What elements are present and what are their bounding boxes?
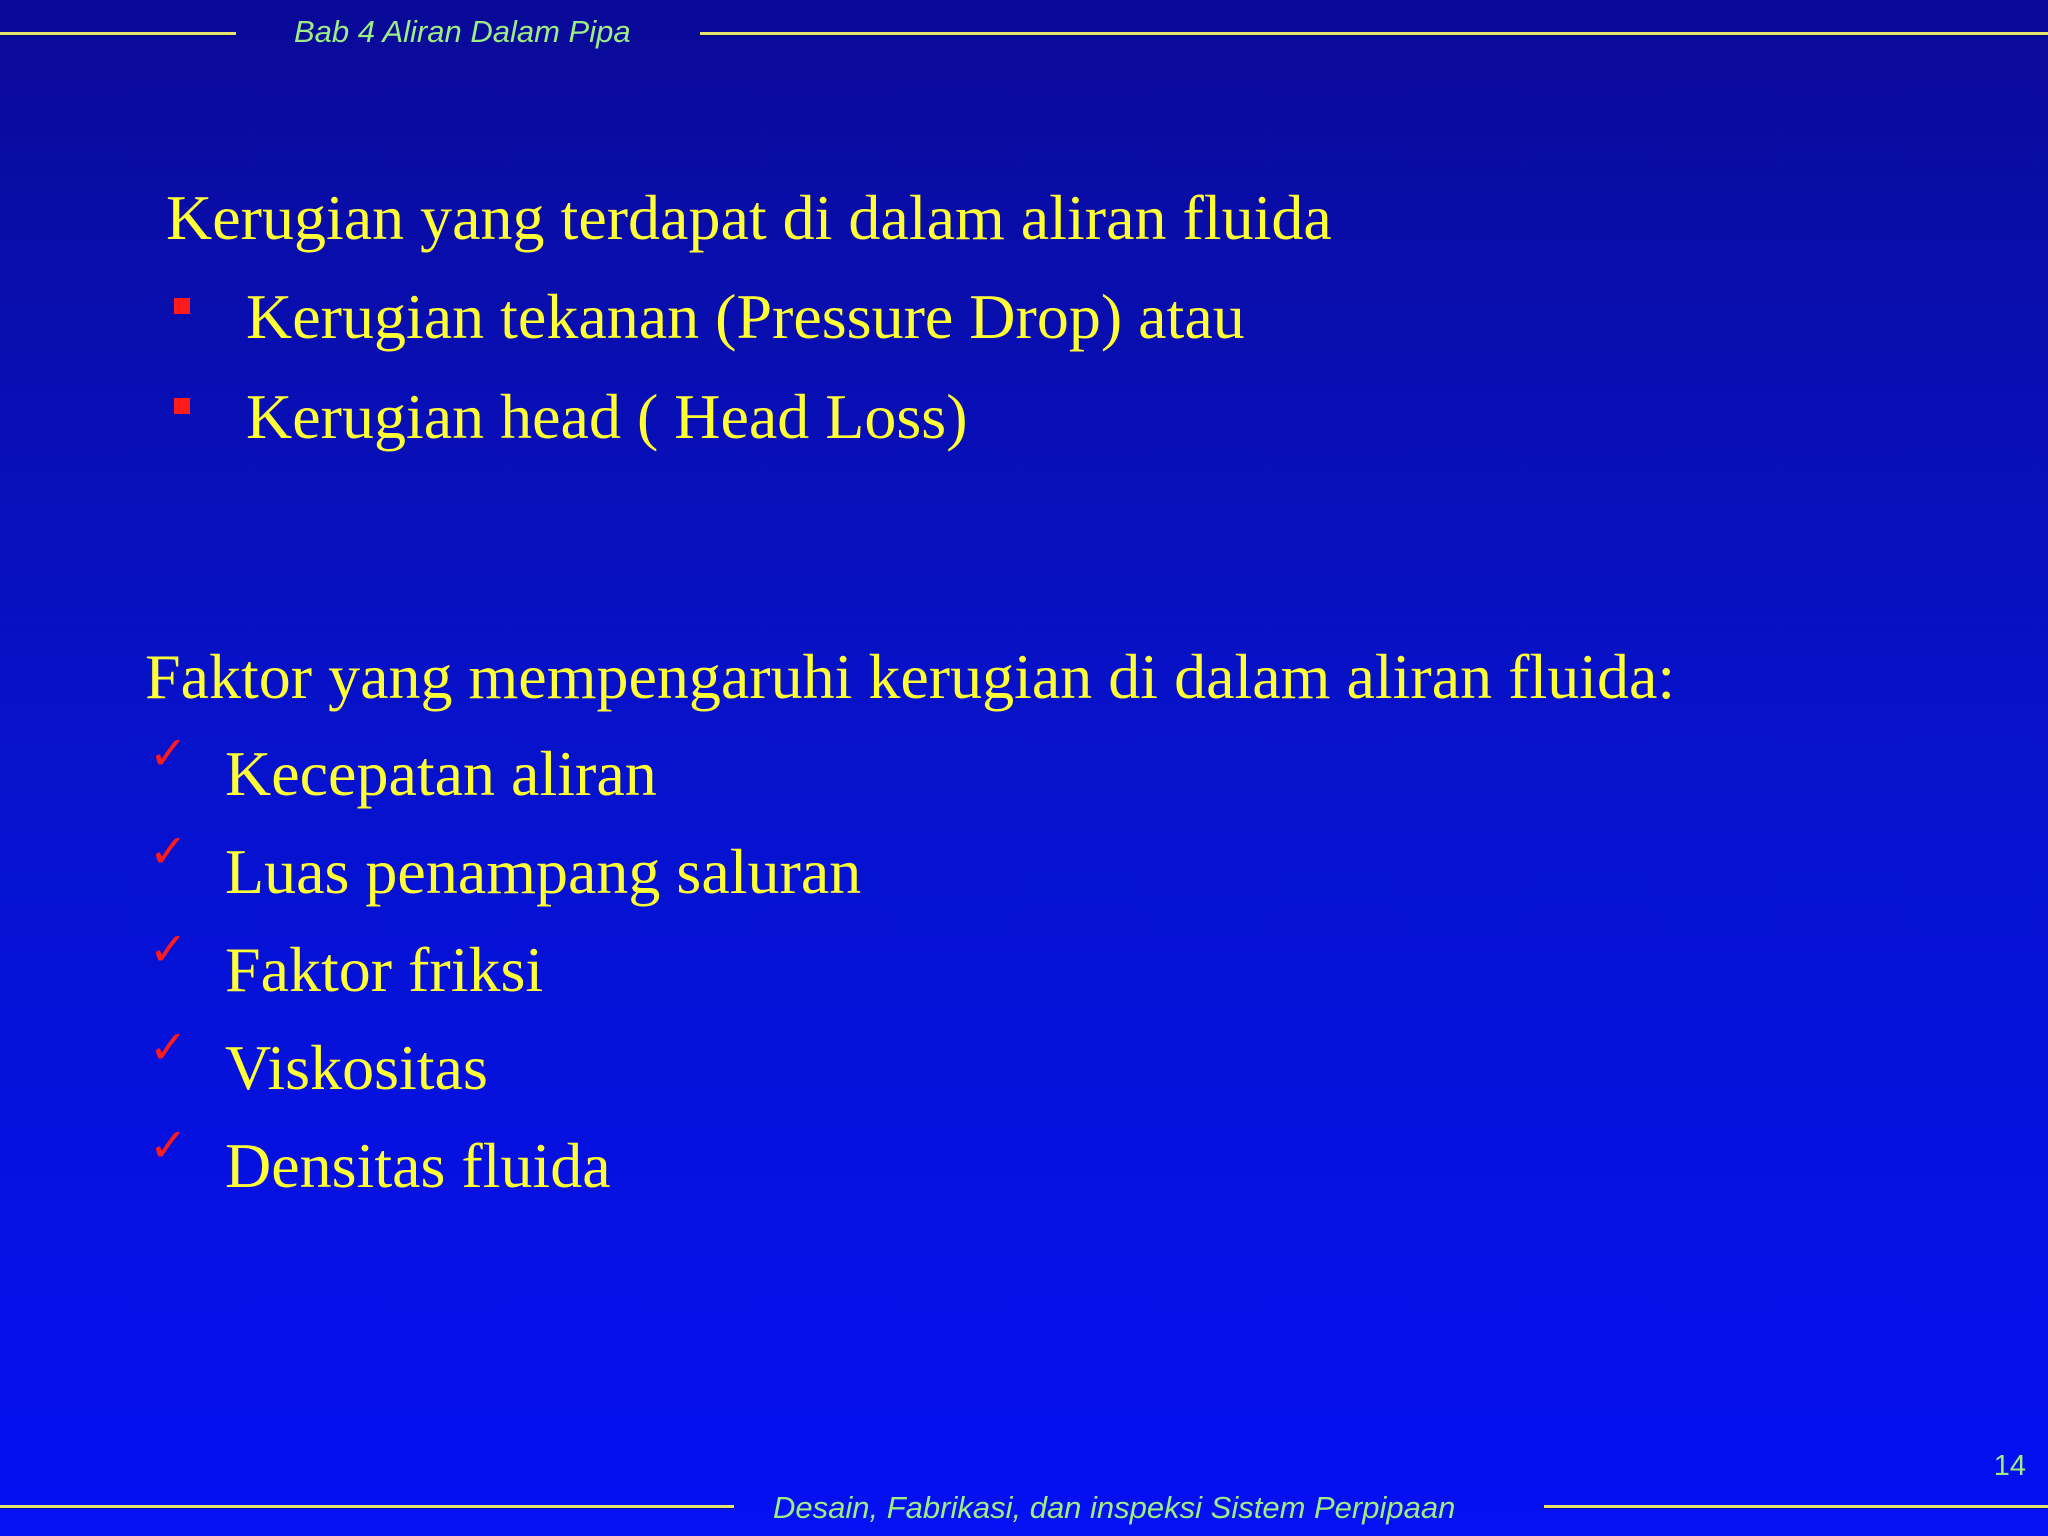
- section-2-item-text: Kecepatan aliran: [225, 738, 657, 809]
- section-2-item: [145, 922, 861, 1036]
- section-2-item-text: Faktor friksi: [225, 934, 544, 1005]
- section-2-item: [145, 1020, 861, 1134]
- section-2-heading: Faktor yang mempengaruhi kerugian di dalam aliran fluida:: [145, 641, 1676, 712]
- check-mark-icon: ✓: [149, 922, 188, 976]
- section-2-item-text: Densitas fluida: [225, 1130, 611, 1201]
- section-2-item-text: Luas penampang saluran: [225, 836, 862, 907]
- section-1-item-text: Kerugian head ( Head Loss): [246, 381, 968, 452]
- footer-right-rule: [1544, 1505, 2048, 1508]
- section-2-item: [145, 726, 861, 840]
- section-2-item: [145, 824, 862, 938]
- footer-left-rule: [0, 1505, 734, 1508]
- section-2-item-text: Viskositas: [225, 1032, 488, 1103]
- section-1-list: [166, 281, 1245, 485]
- section-1-item: [166, 381, 1245, 485]
- section-2-item: [145, 1118, 861, 1232]
- section-2-list: [145, 726, 862, 1232]
- slide-footer-title: Desain, Fabrikasi, dan inspeksi Sistem Perpipaan: [773, 1490, 1456, 1525]
- section-1-item-text: Kerugian tekanan (Pressure Drop) atau: [246, 281, 1245, 352]
- header-left-rule: [0, 32, 236, 35]
- section-1-item: [166, 281, 1245, 385]
- slide-header-title: Bab 4 Aliran Dalam Pipa: [294, 14, 631, 49]
- check-mark-icon: ✓: [149, 1020, 188, 1074]
- header-right-rule: [700, 32, 2048, 35]
- page-number: 14: [1993, 1450, 2026, 1482]
- square-bullet-icon: [174, 298, 190, 314]
- square-bullet-icon: [174, 398, 190, 414]
- check-mark-icon: ✓: [149, 726, 188, 780]
- check-mark-icon: ✓: [149, 1118, 188, 1172]
- check-mark-icon: ✓: [149, 824, 188, 878]
- section-1-heading: Kerugian yang terdapat di dalam aliran fluida: [166, 182, 1332, 253]
